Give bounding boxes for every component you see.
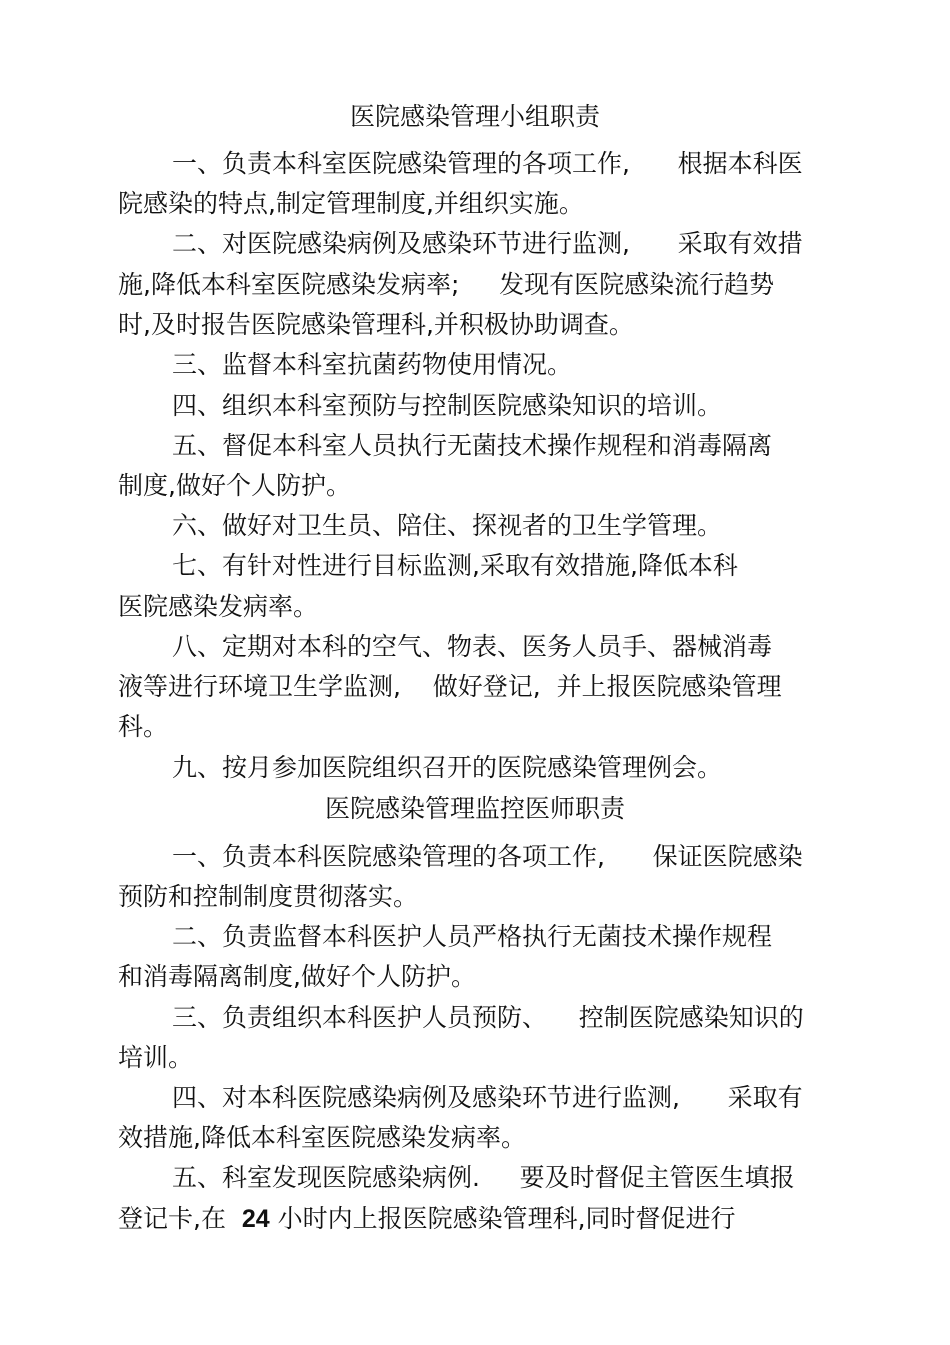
paragraph-line: 八、定期对本科的空气、物表、医务人员手、器械消毒 bbox=[172, 632, 773, 661]
paragraph-line: 二、负责监督本科医护人员严格执行无菌技术操作规程 bbox=[172, 922, 773, 951]
hours-number: 24 bbox=[241, 1205, 270, 1233]
paragraph-line: 三、负责组织本科医护人员预防、 控制医院感染知识的 bbox=[172, 1003, 804, 1032]
paragraph-line: 六、做好对卫生员、陪住、探视者的卫生学管理。 bbox=[172, 511, 723, 540]
paragraph-line: 九、按月参加医院组织召开的医院感染管理例会。 bbox=[172, 753, 723, 782]
section1-title: 医院感染管理小组职责 bbox=[349, 102, 600, 131]
paragraph-line: 医院感染发病率。 bbox=[118, 592, 319, 621]
paragraph-line: 液等进行环境卫生学监测, 做好登记, 并上报医院感染管理 bbox=[118, 672, 782, 701]
paragraph-line: 制度,做好个人防护。 bbox=[118, 471, 351, 500]
paragraph-line: 科。 bbox=[118, 712, 169, 741]
paragraph-line: 预防和控制制度贯彻落实。 bbox=[118, 882, 419, 911]
paragraph-line: 二、对医院感染病例及感染环节进行监测, 采取有效措 bbox=[172, 229, 803, 258]
paragraph-line: 培训。 bbox=[118, 1043, 194, 1072]
paragraph-line: 一、负责本科医院感染管理的各项工作, 保证医院感染 bbox=[172, 842, 803, 871]
paragraph-line: 三、监督本科室抗菌药物使用情况。 bbox=[172, 350, 573, 379]
paragraph-line: 四、对本科医院感染病例及感染环节进行监测, 采取有 bbox=[172, 1083, 803, 1112]
line-text-before: 登记卡,在 bbox=[118, 1204, 242, 1233]
paragraph-line: 时,及时报告医院感染管理科,并积极协助调查。 bbox=[118, 310, 634, 339]
line-text-after: 小时内上报医院感染管理科,同时督促进行 bbox=[269, 1204, 736, 1233]
paragraph-line bbox=[118, 1202, 736, 1236]
paragraph-line: 一、负责本科室医院感染管理的各项工作, 根据本科医 bbox=[172, 149, 803, 178]
paragraph-line: 院感染的特点,制定管理制度,并组织实施。 bbox=[118, 189, 584, 218]
paragraph-line: 七、有针对性进行目标监测,采取有效措施,降低本科 bbox=[172, 551, 738, 580]
paragraph-line: 四、组织本科室预防与控制医院感染知识的培训。 bbox=[172, 391, 723, 420]
section2-title: 医院感染管理监控医师职责 bbox=[324, 794, 625, 823]
paragraph-line: 效措施,降低本科室医院感染发病率。 bbox=[118, 1123, 526, 1152]
paragraph-line: 五、督促本科室人员执行无菌技术操作规程和消毒隔离 bbox=[172, 431, 773, 460]
paragraph-line: 施,降低本科室医院感染发病率; 发现有医院感染流行趋势 bbox=[118, 270, 775, 299]
paragraph-line: 五、科室发现医院感染病例. 要及时督促主管医生填报 bbox=[172, 1163, 795, 1192]
paragraph-line: 和消毒隔离制度,做好个人防护。 bbox=[118, 962, 476, 991]
